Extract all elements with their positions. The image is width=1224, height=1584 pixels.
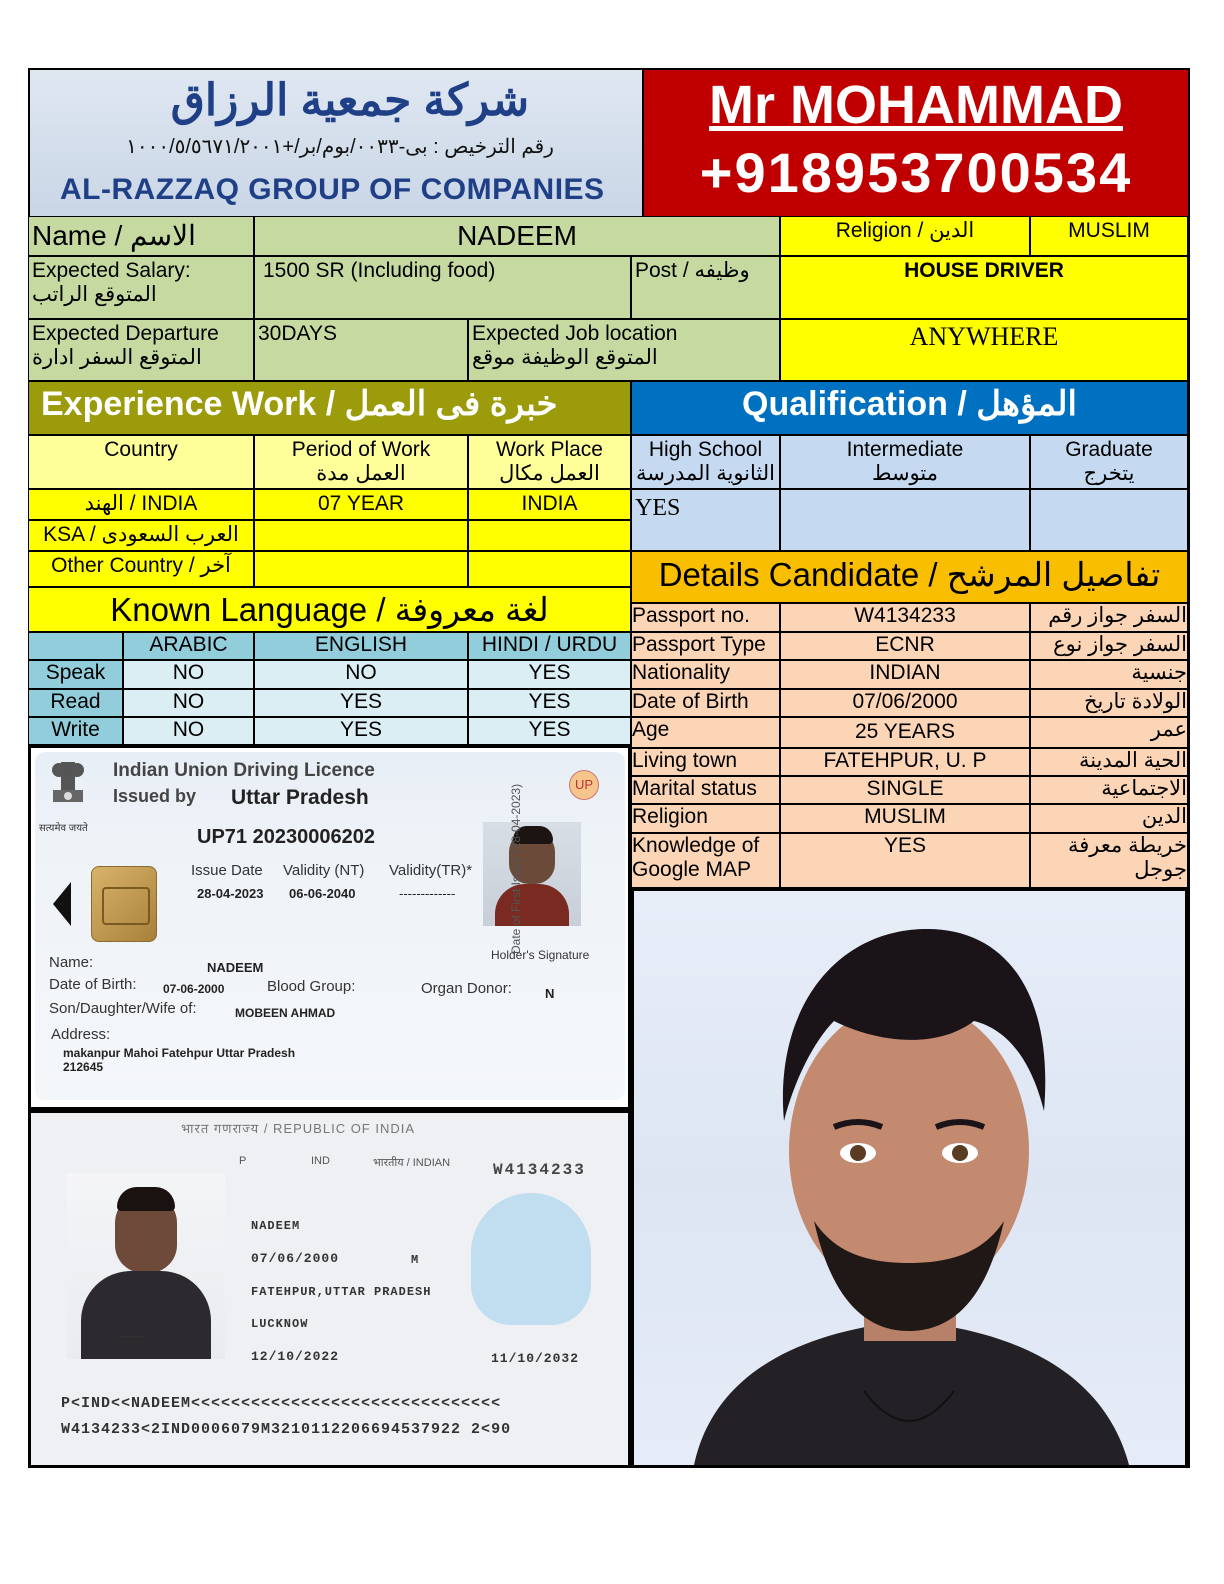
passport-photo — [67, 1173, 225, 1359]
departure-value: 30DAYS — [254, 319, 468, 381]
exp-row-period — [254, 520, 468, 551]
departure-label-en: Expected Departure — [32, 322, 219, 345]
detail-label: Age — [631, 717, 780, 748]
qual-header-high-school-en: High School — [648, 438, 763, 461]
india-emblem-icon — [45, 758, 91, 818]
detail-value: MUSLIM — [780, 804, 1030, 833]
qual-header-intermediate-ar: متوسط — [872, 462, 938, 485]
validity-tr-label: Validity(TR)* — [389, 862, 473, 879]
issued-by-state: Uttar Pradesh — [231, 786, 369, 809]
passport-issue-date: 12/10/2022 — [251, 1349, 340, 1364]
location-value: ANYWHERE — [780, 319, 1188, 381]
lang-col-english: ENGLISH — [254, 632, 468, 660]
qual-header-graduate-ar: يتخرج — [1083, 462, 1135, 485]
licence-title: Indian Union Driving Licence — [113, 760, 375, 781]
exp-row-place — [468, 551, 631, 587]
address-label: Address: — [51, 1026, 111, 1043]
experience-title: Experience Work / خبرة فى العمل — [28, 381, 631, 435]
departure-label — [28, 319, 254, 381]
passport-mrz-line2: W4134233<2IND0006079M3210112206694537922 2<90 — [61, 1421, 512, 1438]
detail-label-ar: الولادة تاريخ — [1030, 689, 1188, 717]
exp-row-country: Other Country / آخر — [28, 551, 254, 587]
company-arabic-name: شركة جمعية الرزاق — [170, 76, 530, 125]
salary-label-ar: المتوقع الراتب — [32, 283, 157, 306]
exp-row-place: INDIA — [468, 489, 631, 520]
details-title: Details Candidate / تفاصيل المرشح — [631, 551, 1188, 603]
detail-label: Passport no. — [631, 603, 780, 632]
qualification-title: Qualification / المؤهل — [631, 381, 1188, 435]
detail-value: YES — [780, 833, 1030, 888]
qual-header-intermediate — [780, 435, 1030, 489]
emblem-caption: सत्यमेव जयते — [39, 823, 88, 834]
exp-row-place — [468, 520, 631, 551]
detail-value: INDIAN — [780, 660, 1030, 689]
qual-header-high-school — [631, 435, 780, 489]
passport-ghost-photo — [471, 1193, 591, 1325]
lang-cell: YES — [468, 689, 631, 717]
post-value: HOUSE DRIVER — [780, 256, 1188, 319]
portrait-illustration — [634, 891, 1185, 1465]
detail-label-ar: السفر جواز نوع — [1030, 632, 1188, 660]
post-label: Post / وظيفه — [631, 256, 780, 319]
qual-header-graduate-en: Graduate — [1065, 438, 1153, 461]
location-label-en: Expected Job location — [472, 322, 678, 345]
detail-label-ar: السفر جواز رقم — [1030, 603, 1188, 632]
passport-type: P — [239, 1155, 247, 1167]
candidate-photo — [631, 888, 1188, 1468]
exp-header-place — [468, 435, 631, 489]
detail-label-ar: جنسية — [1030, 660, 1188, 689]
passport-number: W4134233 — [493, 1161, 586, 1179]
name-label: Name / الاسم — [28, 216, 254, 256]
exp-row-country: الهند / INDIA — [28, 489, 254, 520]
arrow-left-icon — [53, 882, 71, 926]
organ-donor-label: Organ Donor: — [421, 980, 512, 997]
lang-col-hindi-urdu: HINDI / URDU — [468, 632, 631, 660]
license-number: رقم الترخيص : بى-٠٠٣٣/بوم/بر/+١٠٠٠/٥/٥٦٧١/٢٠٠١ — [126, 136, 554, 158]
exp-header-period-ar: العمل مدة — [316, 462, 406, 485]
passport-mrz-line1: P<IND<<NADEEM<<<<<<<<<<<<<<<<<<<<<<<<<<<<<<< — [61, 1395, 502, 1412]
passport-expiry-date: 11/10/2032 — [491, 1351, 580, 1366]
detail-label: Religion — [631, 804, 780, 833]
detail-label: Nationality — [631, 660, 780, 689]
passport-nationality: भारतीय / INDIAN — [373, 1157, 451, 1169]
validity-nt: 06-06-2040 — [289, 886, 356, 901]
lang-col-arabic: ARABIC — [123, 632, 254, 660]
exp-header-period-en: Period of Work — [291, 438, 431, 461]
qual-high-school-value: YES — [631, 489, 780, 551]
passport-dob: 07/06/2000 — [251, 1251, 340, 1266]
passport-place-of-issue: LUCKNOW — [251, 1317, 309, 1331]
detail-value: SINGLE — [780, 776, 1030, 804]
detail-label-ar: الاجتماعية — [1030, 776, 1188, 804]
exp-row-period: 07 YEAR — [254, 489, 468, 520]
detail-label-ar: عمر — [1030, 717, 1188, 748]
salary-value: 1500 SR (Including food) — [254, 256, 631, 319]
detail-label-ar: الحية المدينة — [1030, 748, 1188, 776]
driving-licence-card — [28, 745, 631, 1110]
passport-page — [28, 1110, 631, 1468]
qual-intermediate-value — [780, 489, 1030, 551]
relation-name: MOBEEN AHMAD — [235, 1006, 336, 1020]
validity-nt-label: Validity (NT) — [283, 862, 365, 879]
lang-row-write: Write — [28, 717, 123, 745]
issue-date: 28-04-2023 — [197, 886, 264, 901]
lang-cell: NO — [123, 717, 254, 745]
blood-group-label: Blood Group: — [267, 978, 356, 995]
detail-value: ECNR — [780, 632, 1030, 660]
exp-row-country: KSA / العرب السعودى — [28, 520, 254, 551]
lang-row-speak: Speak — [28, 660, 123, 689]
passport-header: भारत गणराज्य / REPUBLIC OF INDIA — [181, 1121, 416, 1136]
detail-value: W4134233 — [780, 603, 1030, 632]
passport-given-name: NADEEM — [251, 1219, 301, 1233]
detail-label: Marital status — [631, 776, 780, 804]
detail-value: 25 YEARS — [780, 717, 1030, 748]
lang-cell: YES — [254, 717, 468, 745]
state-badge: UP — [569, 770, 599, 800]
contact-name: Mr MOHAMMAD — [709, 75, 1123, 135]
contact-phone: +918953700534 — [699, 141, 1133, 204]
qual-header-graduate — [1030, 435, 1188, 489]
lang-cell: YES — [468, 660, 631, 689]
holder-address: makanpur Mahoi Fatehpur Uttar Pradesh 212645 — [63, 1046, 296, 1074]
religion-value: MUSLIM — [1030, 216, 1188, 256]
qual-header-intermediate-en: Intermediate — [846, 438, 964, 461]
dob-label: Date of Birth: — [49, 976, 137, 993]
detail-value: FATEHPUR, U. P — [780, 748, 1030, 776]
name-label: Name: — [49, 954, 94, 971]
name-value: NADEEM — [254, 216, 780, 256]
passport-sex: M — [411, 1253, 419, 1267]
exp-header-place-ar: العمل مكال — [499, 462, 600, 485]
detail-value: 07/06/2000 — [780, 689, 1030, 717]
sim-chip-icon — [91, 866, 157, 942]
detail-label: Passport Type — [631, 632, 780, 660]
passport-code: IND — [311, 1155, 330, 1167]
validity-tr: ------------- — [399, 886, 456, 901]
issue-date-label: Issue Date — [191, 862, 263, 879]
company-logo-banner — [30, 70, 644, 216]
lang-cell: NO — [254, 660, 468, 689]
detail-label: Knowledge of Google MAP — [631, 833, 780, 888]
relation-label: Son/Daughter/Wife of: — [49, 1000, 197, 1017]
language-corner — [28, 632, 123, 660]
lang-cell: NO — [123, 689, 254, 717]
issued-by-label: Issued by — [113, 786, 197, 806]
lang-row-read: Read — [28, 689, 123, 717]
salary-label-en: Expected Salary: — [32, 259, 191, 282]
detail-label: Date of Birth — [631, 689, 780, 717]
detail-label-ar: الدين — [1030, 804, 1188, 833]
company-english-name: AL-RAZZAQ GROUP OF COMPANIES — [60, 173, 605, 206]
lang-cell: NO — [123, 660, 254, 689]
first-issue-date: Date of First Issue (28-04-2023) — [509, 783, 523, 954]
organ-donor-value: N — [545, 986, 555, 1001]
exp-header-country-en: Country — [104, 438, 178, 461]
holder-name: NADEEM — [207, 960, 264, 975]
lang-cell: YES — [468, 717, 631, 745]
passport-place-of-birth: FATEHPUR,UTTAR PRADESH — [251, 1285, 432, 1299]
lang-cell: YES — [254, 689, 468, 717]
signature-scribble: ~~~ — [117, 1329, 146, 1346]
exp-header-period — [254, 435, 468, 489]
exp-header-country — [28, 435, 254, 489]
location-label-ar: المتوقع الوظيفة موقع — [472, 346, 658, 369]
contact-box — [644, 70, 1188, 216]
departure-label-ar: المتوقع السفر ادارة — [32, 346, 202, 369]
salary-label — [28, 256, 254, 319]
licence-holder-photo — [483, 822, 581, 926]
exp-row-period — [254, 551, 468, 587]
licence-number: UP71 20230006202 — [197, 826, 375, 848]
holder-dob: 07-06-2000 — [163, 982, 225, 996]
detail-label: Living town — [631, 748, 780, 776]
exp-header-place-en: Work Place — [496, 438, 603, 461]
holder-signature-label: Holder's Signature — [491, 948, 590, 962]
language-title: Known Language / لغة معروفة — [28, 587, 631, 632]
religion-label: Religion / الدين — [780, 216, 1030, 256]
qual-graduate-value — [1030, 489, 1188, 551]
detail-label-ar: خريطة معرفة جوجل — [1030, 833, 1188, 888]
location-label — [468, 319, 780, 381]
qual-header-high-school-ar: الثانوية المدرسة — [636, 462, 775, 485]
